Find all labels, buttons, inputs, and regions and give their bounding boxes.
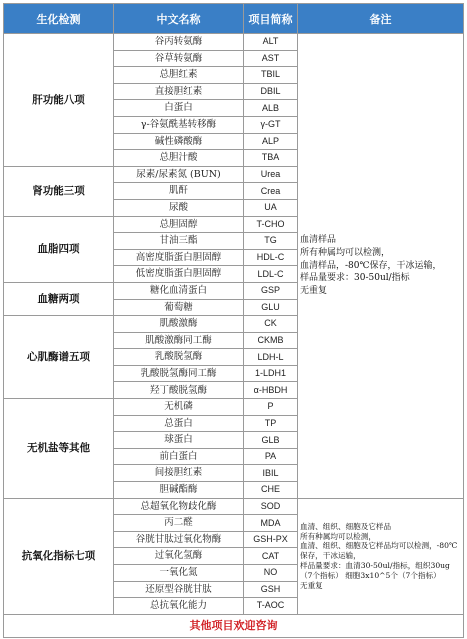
test-abbr-cell: HDL-C [244,249,298,266]
test-name-cell: 乳酸脱氢酶同工酶 [114,365,244,382]
table-header-row [4,4,464,34]
test-abbr-cell: Crea [244,183,298,200]
test-abbr-cell: GSH [244,581,298,598]
test-name-cell: 胆碱酯酶 [114,482,244,499]
test-name-cell: 总超氧化物歧化酶 [114,498,244,515]
test-abbr-cell: MDA [244,515,298,532]
test-name-cell: 总胆红素 [114,67,244,84]
header-abbreviation: 项目简称 [244,4,298,34]
test-name-cell: 尿酸 [114,199,244,216]
test-name-cell: 直接胆红素 [114,83,244,100]
remarks-line: 血清、组织、细胞及它样品 [300,521,392,531]
test-name-cell: 前白蛋白 [114,448,244,465]
test-abbr-cell: ALP [244,133,298,150]
remarks-line: 样品量要求：30-50ul/指标 [300,273,410,284]
test-abbr-cell: IBIL [244,465,298,482]
test-abbr-cell: GSP [244,282,298,299]
test-name-cell: 糖化血清蛋白 [114,282,244,299]
category-cell: 肾功能三项 [4,166,114,216]
footer-row [4,614,464,637]
remarks-line: 所有种属均可以检测， [300,531,376,541]
test-abbr-cell: PA [244,448,298,465]
remarks-line: 血清、组织、细胞及它样品均可以检测，-80℃保存，干冰运输， [300,541,458,561]
test-abbr-cell: ALB [244,100,298,117]
category-cell: 心肌酶谱五项 [4,316,114,399]
remarks-line: 血清样品，-80℃保存，干冰运输， [300,260,442,271]
test-name-cell: 羟丁酸脱氢酶 [114,382,244,399]
test-abbr-cell: TBIL [244,67,298,84]
test-name-cell: 高密度脂蛋白胆固醇 [114,249,244,266]
test-name-cell: 一氧化氮 [114,565,244,582]
test-name-cell: 总抗氧化能力 [114,598,244,615]
test-name-cell: 碱性磷酸酶 [114,133,244,150]
category-cell: 无机盐等其他 [4,399,114,499]
category-cell: 血糖两项 [4,282,114,315]
test-abbr-cell: T-CHO [244,216,298,233]
test-abbr-cell: LDH-L [244,349,298,366]
test-name-cell: 肌酐 [114,183,244,200]
test-abbr-cell: TBA [244,150,298,167]
test-name-cell: 葡萄糖 [114,299,244,316]
remarks-line: 无重复 [300,285,328,296]
test-name-cell: 甘油三酯 [114,233,244,250]
header-category: 生化检测 [4,4,114,34]
test-name-cell: 尿素/尿素氮 (BUN) [114,166,244,183]
test-name-cell: 谷草转氨酶 [114,50,244,67]
bio-test-table-sheet [3,3,463,635]
remarks-serum-cell [298,34,464,499]
test-name-cell: 肌酸激酶 [114,316,244,333]
test-abbr-cell: CAT [244,548,298,565]
test-name-cell: 总蛋白 [114,415,244,432]
test-abbr-cell: NO [244,565,298,582]
test-abbr-cell: CHE [244,482,298,499]
test-abbr-cell: 1-LDH1 [244,365,298,382]
test-name-cell: 总胆固醇 [114,216,244,233]
footer-contact-text: 其他项目欢迎咨询 [4,614,464,637]
test-name-cell: 低密度脂蛋白胆固醇 [114,266,244,283]
test-abbr-cell: α-HBDH [244,382,298,399]
test-abbr-cell: P [244,399,298,416]
test-abbr-cell: CKMB [244,332,298,349]
test-abbr-cell: SOD [244,498,298,515]
header-remarks: 备注 [298,4,464,34]
header-chinese-name: 中文名称 [114,4,244,34]
test-name-cell: 谷丙转氨酶 [114,34,244,51]
test-abbr-cell: GLU [244,299,298,316]
test-name-cell: 过氧化氢酶 [114,548,244,565]
test-name-cell: 总胆汁酸 [114,150,244,167]
test-name-cell: 间接胆红素 [114,465,244,482]
test-name-cell: 球蛋白 [114,432,244,449]
test-name-cell: 丙二醛 [114,515,244,532]
test-abbr-cell: T-AOC [244,598,298,615]
test-abbr-cell: CK [244,316,298,333]
test-name-cell: 谷胱甘肽过氧化物酶 [114,531,244,548]
remarks-antioxidant-cell [298,498,464,614]
table-body [4,34,464,638]
test-name-cell: 肌酸激酶同工酶 [114,332,244,349]
test-abbr-cell: UA [244,199,298,216]
test-abbr-cell: GLB [244,432,298,449]
test-abbr-cell: Urea [244,166,298,183]
test-abbr-cell: TP [244,415,298,432]
test-name-cell: 乳酸脱氢酶 [114,349,244,366]
table-row [4,498,464,515]
category-cell: 血脂四项 [4,216,114,282]
remarks-line: 所有种属均可以检测， [300,247,391,258]
remarks-line: 样品量要求：血清30-50ul/指标，组织30ug（7个指标） 细胞3x10^5个（7个指标） [300,561,450,580]
test-abbr-cell: γ-GT [244,116,298,133]
category-cell: 抗氧化指标七项 [4,498,114,614]
remarks-line: 无重复 [300,580,323,590]
test-name-cell: γ-谷氨酰基转移酶 [114,116,244,133]
test-abbr-cell: TG [244,233,298,250]
test-abbr-cell: LDL-C [244,266,298,283]
category-cell: 肝功能八项 [4,34,114,167]
test-name-cell: 还原型谷胱甘肽 [114,581,244,598]
table-row [4,34,464,51]
test-name-cell: 无机磷 [114,399,244,416]
test-abbr-cell: AST [244,50,298,67]
test-abbr-cell: GSH-PX [244,531,298,548]
test-name-cell: 白蛋白 [114,100,244,117]
test-abbr-cell: ALT [244,34,298,51]
test-abbr-cell: DBIL [244,83,298,100]
remarks-line: 血清样品 [300,235,337,246]
bio-test-table [3,3,464,638]
